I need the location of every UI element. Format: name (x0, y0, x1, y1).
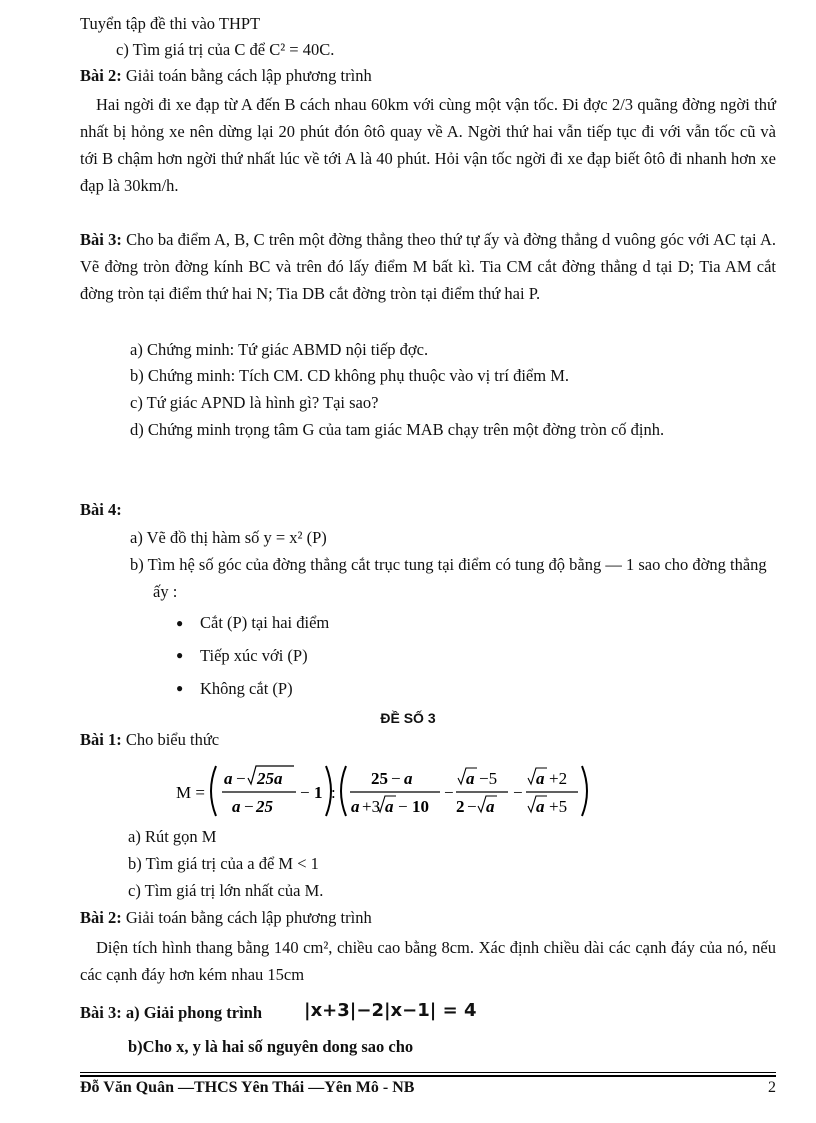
svg-text:a: a (536, 769, 545, 788)
svg-text:+2: +2 (549, 769, 568, 788)
svg-text:−5: −5 (479, 769, 498, 788)
bullet-item-2: Tiếp xúc với (P) (200, 646, 308, 665)
de3-bai3-heading (80, 1003, 262, 1023)
footer-text: Đỗ Văn Quân —THCS Yên Thái —Yên Mô - NB (80, 1079, 415, 1096)
svg-text:−: − (513, 783, 523, 802)
svg-text:2: 2 (456, 797, 465, 816)
bai3-item-a: a) Chứng minh: Tứ giác ABMD nội tiếp đợc. (130, 340, 429, 359)
formula-lhs: M = (176, 783, 205, 802)
bai2-label: Bài 2: (80, 66, 122, 85)
bai3-item-b: b) Chứng minh: Tích CM. CD không phụ thuộc vào vị trí điểm M. (130, 366, 569, 385)
bullet-icon: ● (176, 616, 184, 630)
svg-text:+3: +3 (362, 797, 381, 816)
svg-text:a: a (486, 797, 495, 816)
svg-text:a: a (404, 769, 413, 788)
svg-text:a: a (232, 797, 241, 816)
svg-text::: : (331, 783, 336, 802)
svg-text:+5: +5 (549, 797, 568, 816)
de3-bai3-label: Bài 3: (80, 1003, 122, 1022)
de3-item-c: c) Tìm giá trị lớn nhất của M. (128, 881, 324, 900)
de3-bai2-text: Diện tích hình thang bằng 140 cm², chiều cao bằng 8cm. Xác định chiều dài các cạnh đáy của nó, nếu các cạnh đáy hơn kém nhau 15cm (80, 938, 776, 984)
svg-text:−: − (467, 797, 477, 816)
svg-text:−: − (398, 797, 408, 816)
bai4-item-b: b) Tìm hệ số góc của đờng thẳng cắt trục tung tại điểm có tung độ bằng — 1 sao cho đờng thẳng ấy : (130, 555, 767, 601)
de3-bai1-label: Bài 1: (80, 730, 122, 749)
de3-bai2-label: Bài 2: (80, 908, 122, 927)
svg-text:−: − (391, 769, 401, 788)
de3-item-b: b) Tìm giá trị của a để M < 1 (128, 854, 319, 873)
de3-bai3-b: b)Cho x, y là hai số nguyên dong sao cho (128, 1037, 414, 1056)
svg-text:−: − (244, 797, 254, 816)
section-title: ĐỀ SỐ 3 (380, 710, 436, 726)
svg-text:−: − (444, 783, 454, 802)
bai2-text: Hai ngời đi xe đạp từ A đến B cách nhau 60km với cùng một vận tốc. Đi đợc 2/3 quãng đờng ngời thứ nhất bị hỏng xe nên dừng lại 20 phút đón ôtô quay về A. Ngời thứ hai vẫn tiếp tục đi với vẫn tốc cũ và tới B chậm hơn ngời thứ nhất lúc về tới A là 40 phút. Hỏi vận tốc ngời đi xe đạp biết ôtô đi nhanh hơn xe đạp là 30km/h. (80, 95, 776, 195)
de3-bai1-title: Cho biểu thức (125, 730, 220, 749)
svg-text:10: 10 (412, 797, 429, 816)
item-c: c) Tìm giá trị của C để C² = 40C. (116, 40, 335, 59)
bai3-item-d: d) Chứng minh trọng tâm G của tam giác MAB chạy trên một đờng tròn cố định. (130, 420, 665, 439)
svg-text:−: − (236, 769, 246, 788)
bullet-icon: ● (176, 648, 184, 662)
de3-bai3-a: a) Giải phong trình (125, 1003, 263, 1022)
svg-text:a: a (385, 797, 394, 816)
footer-divider (80, 1072, 776, 1073)
bai4-item-a: a) Vẽ đồ thị hàm số y = x² (P) (130, 528, 327, 547)
formula-m (176, 762, 596, 825)
svg-text:a: a (466, 769, 475, 788)
footer-divider (80, 1075, 776, 1077)
de3-bai1-heading (80, 730, 219, 750)
equation: |x+3|−2|x−1| = 4 (304, 1000, 477, 1021)
svg-text:25: 25 (256, 797, 273, 816)
de3-bai2-title: Giải toán bằng cách lập phương trình (125, 908, 372, 927)
svg-text:a: a (224, 769, 233, 788)
svg-text:25a: 25a (257, 769, 283, 788)
bullet-icon: ● (176, 681, 184, 695)
header: Tuyển tập đề thi vào THPT (80, 14, 261, 33)
svg-text:−: − (300, 783, 310, 802)
bai3-item-c: c) Tứ giác APND là hình gì? Tại sao? (130, 393, 379, 412)
svg-text:a: a (536, 797, 545, 816)
page-number: 2 (768, 1079, 776, 1096)
svg-text:25: 25 (371, 769, 388, 788)
de3-bai2-heading (80, 908, 372, 928)
bai3-paragraph (80, 226, 776, 307)
bai4-label: Bài 4: (80, 500, 122, 519)
bai2-title: Giải toán bằng cách lập phương trình (125, 66, 372, 85)
de3-item-a: a) Rút gọn M (128, 827, 217, 846)
bai3-label: Bài 3: (80, 230, 122, 249)
bullet-item-1: Cắt (P) tại hai điểm (200, 613, 330, 632)
bai2-heading (80, 66, 372, 86)
bullet-item-3: Không cắt (P) (200, 679, 293, 698)
svg-text:a: a (351, 797, 360, 816)
bai3-text: Cho ba điểm A, B, C trên một đờng thẳng theo thứ tự ấy và đờng thẳng d vuông góc với AC tại A. Vẽ đờng tròn đờng kính BC và trên đó lấy điểm M bất kì. Tia CM cắt đờng thẳng d tại D; Tia AM cắt đờng tròn tại điểm thứ hai N; Tia DB cắt đờng tròn tại điểm thứ hai P. (80, 230, 776, 303)
svg-text:1: 1 (314, 783, 323, 802)
